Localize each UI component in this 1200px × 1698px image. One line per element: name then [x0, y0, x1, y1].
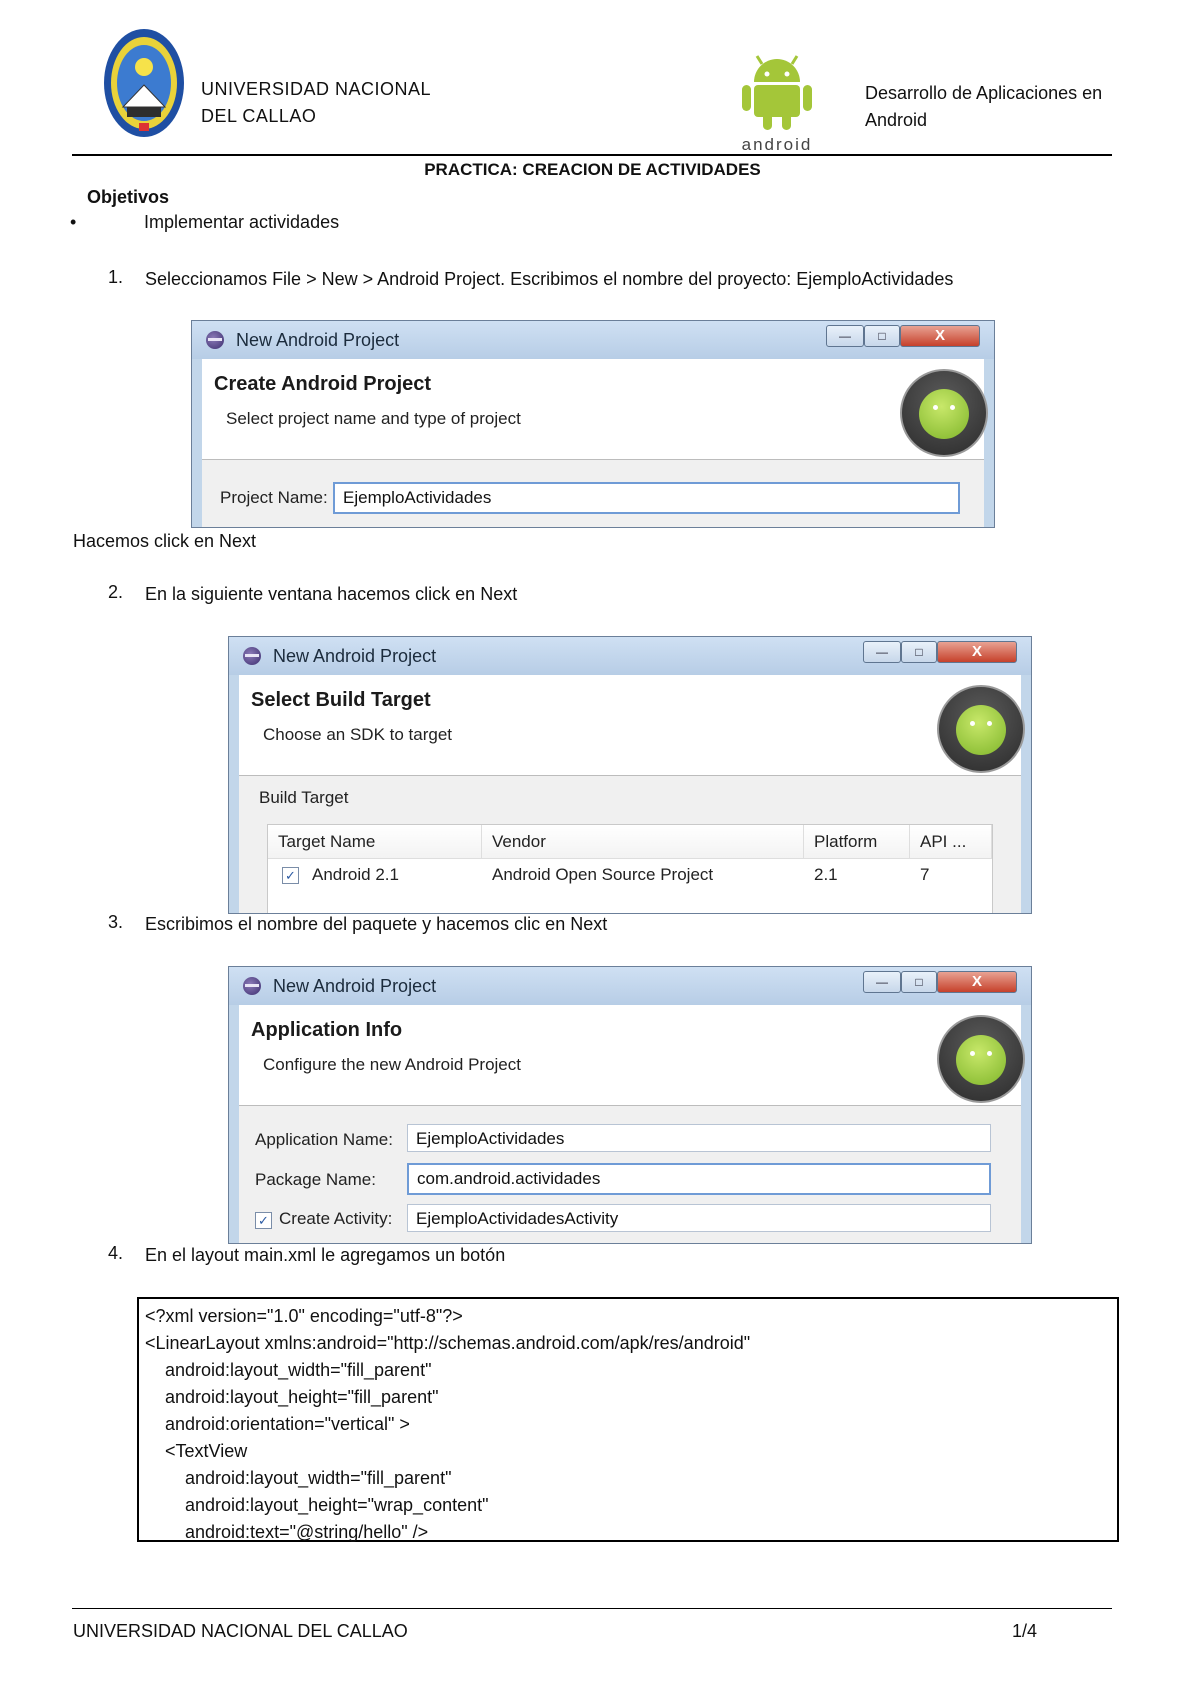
code-line: android:text="@string/hello" />: [145, 1522, 429, 1542]
package-name-input[interactable]: com.android.actividades: [407, 1163, 991, 1195]
column-header-target-name[interactable]: Target Name: [268, 825, 482, 859]
project-name-input[interactable]: EjemploActividades: [333, 482, 960, 514]
code-block: [137, 1297, 1119, 1542]
bullet-marker: •: [70, 212, 77, 232]
instruction-text: Hacemos click en Next: [73, 531, 257, 551]
dialog-content: [239, 776, 1021, 913]
code-line: <TextView: [145, 1441, 248, 1461]
close-button[interactable]: X: [937, 971, 1017, 993]
step-text: Escribimos el nombre del paquete y hacemos clic en Next: [145, 914, 608, 934]
target-name-cell[interactable]: Android 2.1: [312, 865, 399, 884]
create-activity-label: Create Activity:: [279, 1209, 393, 1228]
page-number: 1/4: [1012, 1621, 1038, 1641]
dialog-subheading: Choose an SDK to target: [263, 725, 453, 744]
header-divider: [72, 154, 1112, 156]
objectives-heading: Objetivos: [87, 187, 170, 207]
close-button[interactable]: X: [900, 325, 980, 347]
dialog-header: [239, 675, 1021, 776]
maximize-button[interactable]: □: [864, 325, 900, 347]
android-wordmark: android: [741, 135, 813, 154]
dialog-build-target: [228, 636, 1032, 914]
eclipse-icon: [243, 647, 261, 665]
close-button[interactable]: X: [937, 641, 1017, 663]
maximize-button[interactable]: □: [901, 641, 937, 663]
dialog-content: [239, 1106, 1021, 1243]
dialog-heading: Select Build Target: [251, 689, 431, 711]
step-text: En el layout main.xml le agregamos un botón: [145, 1245, 506, 1265]
window-title: New Android Project: [273, 976, 437, 996]
code-line: android:layout_height="wrap_content": [145, 1495, 489, 1515]
android-badge-icon: [900, 369, 988, 457]
application-name-label: Application Name:: [255, 1130, 393, 1149]
dialog-content: [202, 460, 984, 527]
android-logo: [732, 52, 822, 154]
course-name-line2: Android: [865, 110, 928, 130]
build-target-table: [267, 824, 993, 914]
minimize-button[interactable]: —: [826, 325, 864, 347]
column-header-vendor[interactable]: Vendor: [482, 825, 804, 859]
application-name-input[interactable]: EjemploActividades: [407, 1124, 991, 1152]
university-name: [201, 76, 431, 130]
code-line: <LinearLayout xmlns:android="http://schemas.android.com/apk/res/android": [145, 1333, 751, 1353]
create-activity-checkbox[interactable]: ✓: [255, 1212, 272, 1229]
dialog-body: [202, 359, 984, 527]
code-line: android:orientation="vertical" >: [145, 1414, 410, 1434]
objective-item: Implementar actividades: [144, 212, 340, 232]
university-name-line2: DEL CALLAO: [201, 106, 317, 126]
package-name-label: Package Name:: [255, 1170, 376, 1189]
create-activity-input[interactable]: EjemploActividadesActivity: [407, 1204, 991, 1232]
vendor-cell: Android Open Source Project: [492, 865, 714, 884]
course-name-line1: Desarrollo de Aplicaciones en: [865, 83, 1103, 103]
step-number: 2.: [108, 582, 124, 602]
dialog-subheading: Select project name and type of project: [226, 409, 521, 428]
column-header-api[interactable]: API ...: [910, 825, 992, 859]
page-title: PRACTICA: CREACION DE ACTIVIDADES: [424, 160, 761, 179]
android-badge-icon: [937, 1015, 1025, 1103]
dialog-header: [239, 1005, 1021, 1106]
step-text: Seleccionamos File > New > Android Project. Escribimos el nombre del proyecto: EjemploActividades: [145, 269, 954, 289]
eclipse-icon: [206, 331, 224, 349]
university-name-line1: UNIVERSIDAD NACIONAL: [201, 79, 432, 99]
window-title: New Android Project: [236, 330, 400, 350]
title-bar: [192, 321, 994, 359]
dialog-subheading: Configure the new Android Project: [263, 1055, 521, 1074]
step-text: En la siguiente ventana hacemos click en Next: [145, 584, 518, 604]
code-line: android:layout_width="fill_parent": [145, 1360, 432, 1380]
platform-cell: 2.1: [814, 865, 838, 884]
dialog-create-project: [191, 320, 995, 528]
build-target-group-label: Build Target: [259, 788, 349, 807]
minimize-button[interactable]: —: [863, 641, 901, 663]
course-name: [865, 80, 1102, 134]
maximize-button[interactable]: □: [901, 971, 937, 993]
dialog-body: [239, 675, 1021, 913]
step-number: 3.: [108, 912, 124, 932]
column-header-platform[interactable]: Platform: [804, 825, 910, 859]
window-title: New Android Project: [273, 646, 437, 666]
api-cell: 7: [920, 865, 930, 884]
code-line: <?xml version="1.0" encoding="utf-8"?>: [145, 1306, 463, 1326]
step-number: 1.: [108, 267, 124, 287]
eclipse-icon: [243, 977, 261, 995]
code-line: android:layout_width="fill_parent": [145, 1468, 452, 1488]
android-badge-icon: [937, 685, 1025, 773]
target-checkbox[interactable]: ✓: [282, 867, 299, 884]
project-name-label: Project Name:: [220, 488, 328, 507]
footer-university: UNIVERSIDAD NACIONAL DEL CALLAO: [73, 1621, 408, 1641]
dialog-header: [202, 359, 984, 460]
footer-divider: [72, 1608, 1112, 1609]
dialog-application-info: [228, 966, 1032, 1244]
dialog-body: [239, 1005, 1021, 1243]
dialog-heading: Application Info: [251, 1019, 403, 1041]
title-bar: [229, 637, 1031, 675]
step-number: 4.: [108, 1243, 124, 1263]
minimize-button[interactable]: —: [863, 971, 901, 993]
university-seal: [103, 27, 185, 139]
title-bar: [229, 967, 1031, 1005]
code-line: android:layout_height="fill_parent": [145, 1387, 439, 1407]
dialog-heading: Create Android Project: [214, 373, 432, 395]
